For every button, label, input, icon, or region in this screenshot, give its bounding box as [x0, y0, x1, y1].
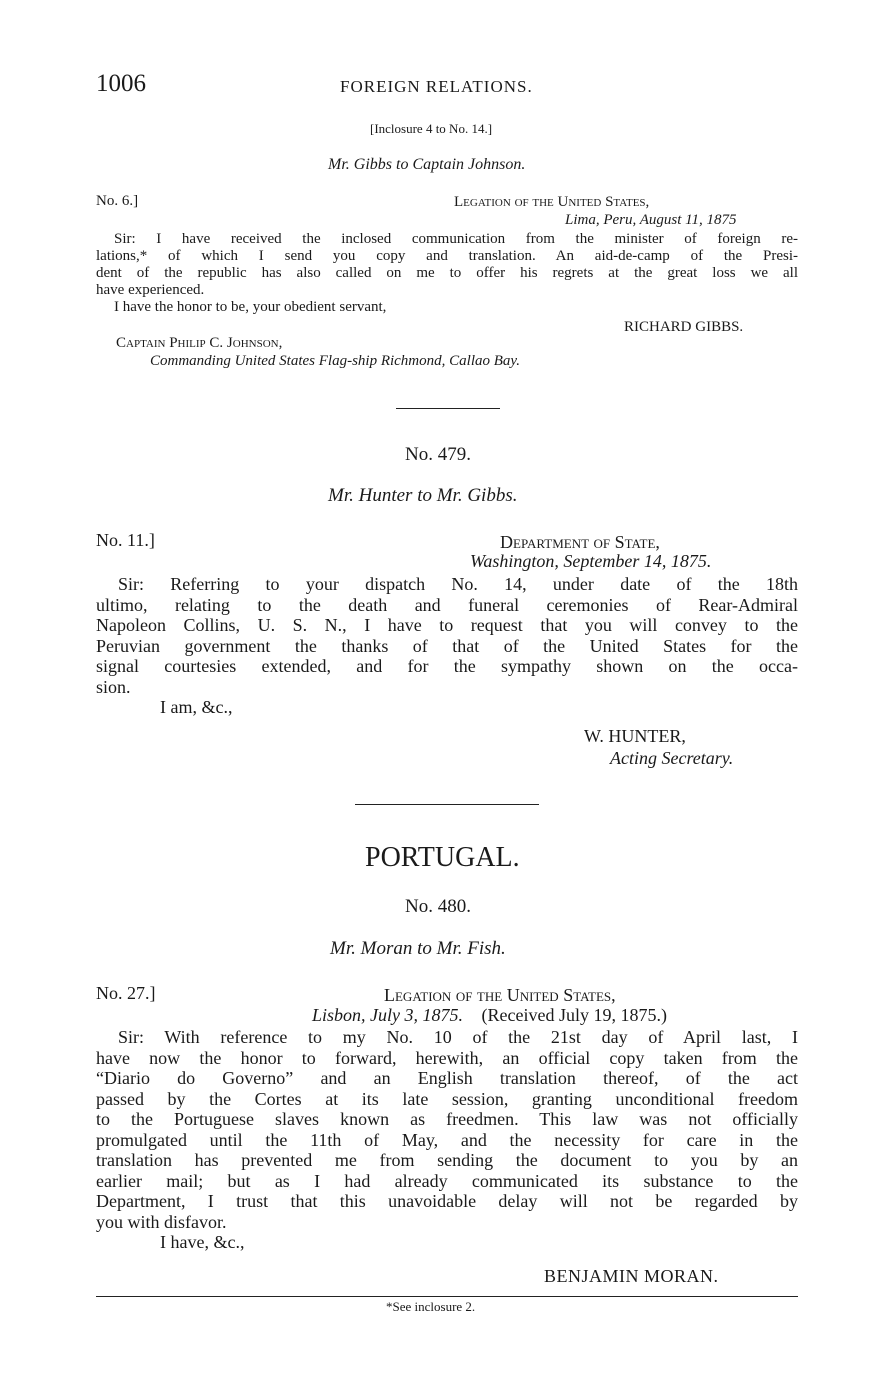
body-line: Peruvian government the thanks of that of the United States for the [96, 635, 798, 656]
body-line: ultimo, relating to the death and funeral ceremonies of Rear-Admiral [96, 594, 798, 615]
section-divider [396, 408, 500, 409]
body-line: Sir: I have received the inclosed communication from the minister of foreign re- [114, 231, 798, 247]
body-line: Napoleon Collins, U. S. N., I have to request that you will convey to the [96, 615, 798, 635]
signature: W. HUNTER, [584, 726, 686, 746]
body-line: promulgated until the 11th of May, and the necessity for care in the [96, 1129, 798, 1150]
letter-number: No. 27.] [96, 983, 156, 1003]
place-date: Washington, September 14, 1875. [470, 551, 712, 571]
signature: RICHARD GIBBS. [624, 319, 744, 335]
body-line: translation has prevented me from sending the document to you by an [96, 1150, 798, 1170]
addressee-name [116, 335, 282, 352]
document-number-heading: No. 479. [405, 444, 471, 465]
place-date-line [312, 1005, 667, 1026]
closing-line: I have the honor to be, your obedient servant, [114, 299, 387, 315]
body-line: Sir: With reference to my No. 10 of the 21st day of April last, I [118, 1027, 798, 1047]
department-line: Department of State, [500, 532, 660, 552]
document-number-heading: No. 480. [405, 896, 471, 917]
running-title: FOREIGN RELATIONS. [340, 77, 533, 96]
letter-heading: Mr. Gibbs to Captain Johnson. [328, 156, 526, 173]
letter-body [96, 231, 798, 316]
body-line: passed by the Cortes at its late session, granting unconditional freedom [96, 1088, 798, 1109]
letter-body [96, 574, 798, 718]
body-line: lations,* of which I send you copy and translation. An aid-de-camp of the Presi- [96, 248, 798, 264]
addressee-title: Commanding United States Flag-ship Richmond, Callao Bay. [150, 353, 520, 369]
section-divider [355, 804, 539, 805]
letter-heading: Mr. Moran to Mr. Fish. [330, 938, 506, 959]
footnote: *See inclosure 2. [386, 1299, 476, 1314]
page-number: 1006 [96, 70, 146, 97]
place-date: Lisbon, July 3, 1875. [312, 1005, 463, 1025]
place-date: Lima, Peru, August 11, 1875 [565, 212, 737, 228]
letter-number: No. 6.] [96, 193, 139, 209]
inclosure-note: [Inclosure 4 to No. 14.] [370, 121, 493, 136]
body-line: have experienced. [96, 282, 205, 298]
body-line: have now the honor to forward, herewith, an official copy taken from the [96, 1047, 798, 1068]
footnote-rule [96, 1296, 798, 1297]
body-line: sion. [96, 676, 131, 697]
body-line: earlier mail; but as I had already communicated its substance to the [96, 1170, 798, 1191]
body-line: dent of the republic has also called on me to offer his regrets at the great loss we all [96, 265, 798, 281]
closing-line: I am, &c., [160, 697, 233, 717]
body-line: “Diario do Governo” and an English translation thereof, of the act [96, 1068, 798, 1088]
signature-title: Acting Secretary. [610, 748, 734, 768]
letter-heading: Mr. Hunter to Mr. Gibbs. [328, 485, 518, 506]
received-date: (Received July 19, 1875.) [481, 1005, 667, 1025]
signature: BENJAMIN MORAN. [544, 1266, 719, 1286]
letter-body [96, 1027, 798, 1253]
body-line: Department, I trust that this unavoidable delay will not be regarded by [96, 1191, 798, 1211]
legation-line: Legation of the United States, [454, 194, 650, 210]
body-line: signal courtesies extended, and for the sympathy shown on the occa- [96, 656, 798, 676]
letter-number: No. 11.] [96, 530, 155, 550]
body-line: you with disfavor. [96, 1211, 227, 1232]
closing-line: I have, &c., [160, 1232, 245, 1252]
body-line: to the Portuguese slaves known as freedmen. This law was not officially [96, 1109, 798, 1129]
section-title: PORTUGAL. [365, 842, 520, 873]
legation-line: Legation of the United States, [384, 985, 616, 1005]
body-line: Sir: Referring to your dispatch No. 14, under date of the 18th [118, 574, 798, 594]
addressee-name-text: Captain Philip C. Johnson, [116, 335, 283, 351]
